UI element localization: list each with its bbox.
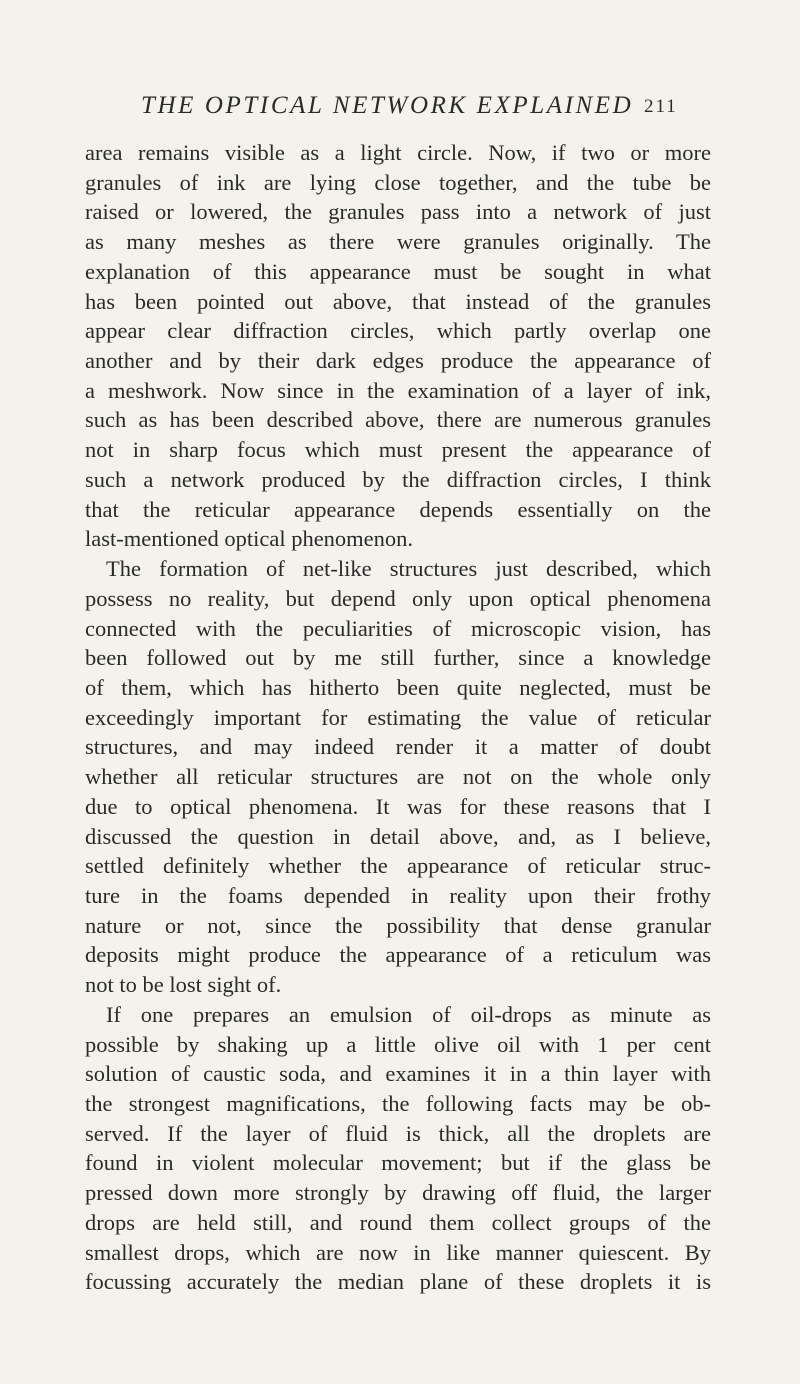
text-line: not in sharp focus which must present the appearance of bbox=[85, 437, 711, 463]
page-number: 211 bbox=[644, 96, 678, 117]
text-line: has been pointed out above, that instead of the granules bbox=[85, 288, 711, 314]
text-line: as many meshes as there were granules originally. The bbox=[85, 229, 711, 255]
text-line: drops are held still, and round them collect groups of the bbox=[85, 1209, 711, 1235]
text-line: served. If the layer of fluid is thick, all the droplets are bbox=[85, 1120, 711, 1146]
text-line: of them, which has hitherto been quite neglected, must be bbox=[85, 674, 711, 700]
page-header bbox=[0, 92, 800, 122]
text-line: pressed down more strongly by drawing off fluid, the larger bbox=[85, 1180, 711, 1206]
text-line: such a network produced by the diffraction circles, I think bbox=[85, 466, 711, 492]
text-line: smallest drops, which are now in like manner quiescent. By bbox=[85, 1239, 711, 1265]
text-line: deposits might produce the appearance of a reticulum was bbox=[85, 942, 711, 968]
text-line: another and by their dark edges produce the appearance of bbox=[85, 348, 711, 374]
text-line: the strongest magnifications, the following facts may be ob- bbox=[85, 1091, 711, 1116]
text-line: exceedingly important for estimating the value of reticular bbox=[85, 704, 711, 730]
text-line: settled definitely whether the appearance of reticular struc- bbox=[85, 853, 711, 879]
running-title: THE OPTICAL NETWORK EXPLAINED bbox=[141, 92, 634, 119]
text-line: such as has been described above, there are numerous granules bbox=[85, 407, 711, 433]
text-line: a meshwork. Now since in the examination of a layer of ink, bbox=[85, 377, 711, 403]
text-line: raised or lowered, the granules pass into a network of just bbox=[85, 199, 711, 225]
text-line: granules of ink are lying close together, and the tube be bbox=[85, 169, 711, 195]
text-line: ture in the foams depended in reality upon their frothy bbox=[85, 882, 711, 908]
text-line: whether all reticular structures are not on the whole only bbox=[85, 764, 711, 790]
paragraph-first-line: The formation of net-like structures just described, which bbox=[106, 556, 711, 582]
text-line: found in violent molecular movement; but if the glass be bbox=[85, 1150, 711, 1176]
paragraph-end-line: not to be lost sight of. bbox=[85, 972, 282, 998]
text-line: possess no reality, but depend only upon optical phenomena bbox=[85, 585, 711, 611]
text-line: nature or not, since the possibility that dense granular bbox=[85, 912, 711, 938]
text-line: explanation of this appearance must be sought in what bbox=[85, 258, 711, 284]
text-line: solution of caustic soda, and examines it in a thin layer with bbox=[85, 1061, 711, 1087]
text-line: structures, and may indeed render it a matter of doubt bbox=[85, 734, 711, 760]
text-line: area remains visible as a light circle. Now, if two or more bbox=[85, 140, 711, 165]
text-line: been followed out by me still further, since a knowledge bbox=[85, 645, 711, 671]
text-line: discussed the question in detail above, and, as I believe, bbox=[85, 823, 711, 849]
text-line: that the reticular appearance depends essentially on the bbox=[85, 496, 711, 522]
text-line: possible by shaking up a little olive oil with 1 per cent bbox=[85, 1031, 711, 1057]
body-text bbox=[85, 138, 711, 1297]
text-line: appear clear diffraction circles, which partly overlap one bbox=[85, 318, 711, 344]
text-line: connected with the peculiarities of microscopic vision, has bbox=[85, 615, 711, 641]
paragraph-end-line: last-mentioned optical phenomenon. bbox=[85, 526, 414, 552]
text-line: focussing accurately the median plane of these droplets it is bbox=[85, 1269, 711, 1295]
text-line: due to optical phenomena. It was for these reasons that I bbox=[85, 793, 711, 819]
paragraph-first-line: If one prepares an emulsion of oil-drops as minute as bbox=[106, 1001, 711, 1027]
